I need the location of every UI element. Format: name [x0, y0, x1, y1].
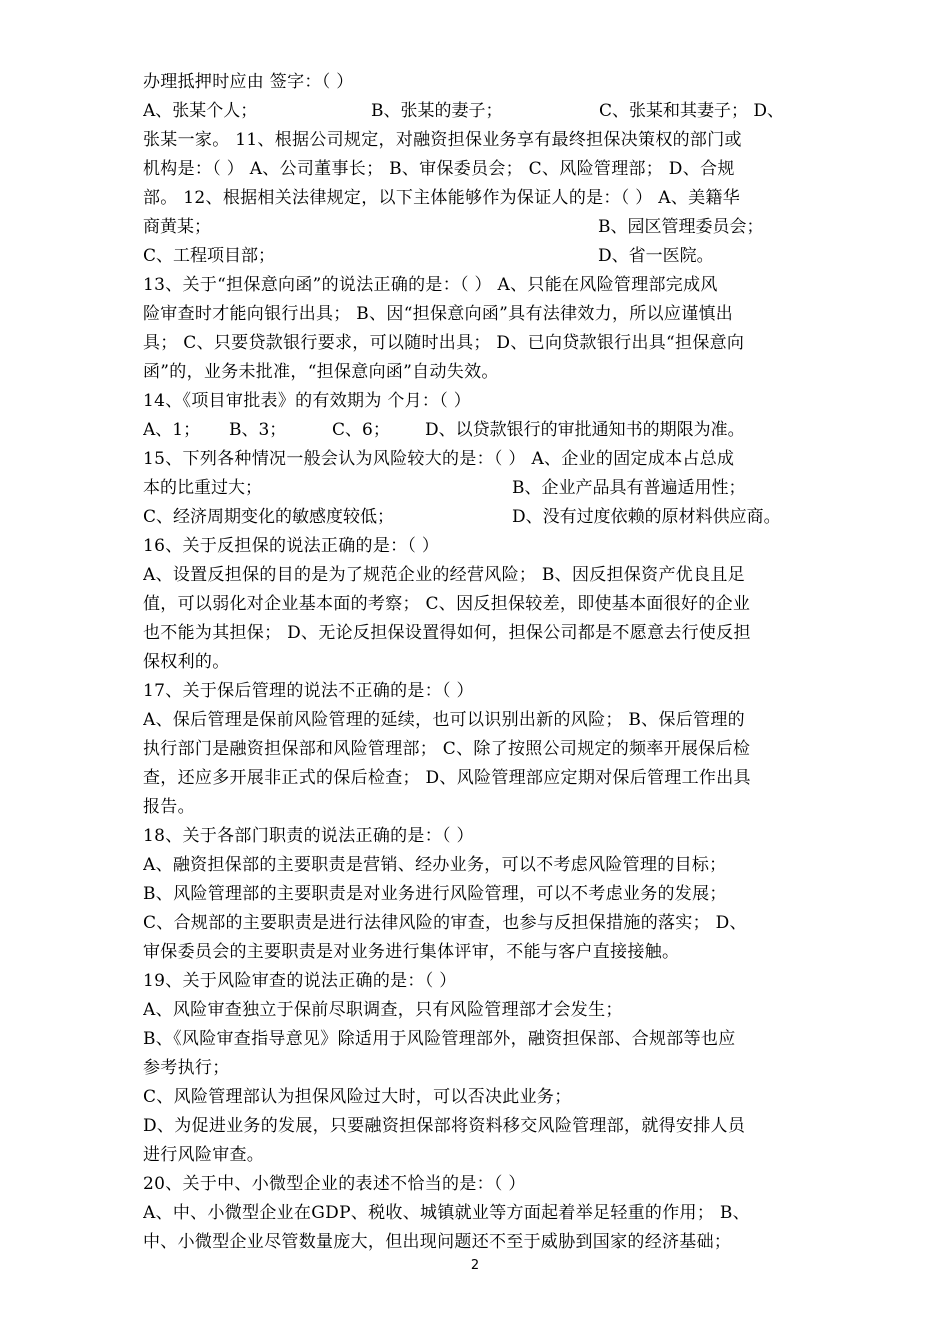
text-line: 20、关于中、小微型企业的表述不恰当的是：（ ）: [143, 1174, 526, 1194]
q15-option-c: C、经济周期变化的敏感度较低；: [143, 507, 395, 527]
question-text: [143, 68, 823, 1257]
text-line: A、保后管理是保前风险管理的延续，也可以识别出新的风险； B、保后管理的: [143, 710, 745, 730]
text-line: 张某一家。 11、根据公司规定，对融资担保业务享有最终担保决策权的部门或: [143, 130, 742, 150]
q14-option-c: C、6；: [332, 420, 390, 440]
q10-option-a: A、张某个人；: [143, 101, 258, 121]
text-line: 17、关于保后管理的说法不正确的是：（ ）: [143, 681, 474, 701]
q12-option-d: D、省一医院。: [598, 246, 714, 266]
text-line: 办理抵押时应由 签字：（ ）: [143, 72, 354, 92]
q15-option-b: B、企业产品具有普遍适用性；: [512, 478, 746, 498]
q12-option-b: B、园区管理委员会；: [598, 217, 764, 237]
text-line: A、风险审查独立于保前尽职调查，只有风险管理部才会发生；: [143, 1000, 623, 1020]
q14-options: [143, 416, 823, 445]
text-line: C、合规部的主要职责是进行法律风险的审查，也参与反担保措施的落实； D、: [143, 913, 747, 933]
q15-option-d: D、没有过度依赖的原材料供应商。: [512, 507, 781, 527]
text-line: 19、关于风险审查的说法正确的是：（ ）: [143, 971, 457, 991]
text-line: 也不能为其担保； D、无论反担保设置得如何，担保公司都是不愿意去行使反担: [143, 623, 751, 643]
q15-options-row1: [143, 474, 823, 503]
text-line: 函”的，业务未批准，“担保意向函”自动失效。: [143, 362, 499, 382]
q14-option-b: B、3；: [229, 420, 287, 440]
text-line: 中、小微型企业尽管数量庞大，但出现问题还不至于威胁到国家的经济基础；: [143, 1232, 732, 1252]
text-line: 具； C、只要贷款银行要求，可以随时出具； D、已向贷款银行出具“担保意向: [143, 333, 745, 353]
q12-options-row2: [143, 242, 823, 271]
q12-option-a-cont: 商黄某；: [143, 217, 211, 237]
text-line: 18、关于各部门职责的说法正确的是：（ ）: [143, 826, 474, 846]
q10-option-c: C、张某和其妻子； D、: [599, 101, 785, 121]
q10-options: [143, 97, 823, 126]
text-line: 进行风险审查。: [143, 1145, 265, 1165]
text-line: 机构是：（ ） A、公司董事长； B、审保委员会； C、风险管理部； D、合规: [143, 159, 735, 179]
page-number: 2: [470, 1258, 480, 1273]
text-line: A、融资担保部的主要职责是营销、经办业务，可以不考虑风险管理的目标；: [143, 855, 727, 875]
text-line: B、风险管理部的主要职责是对业务进行风险管理，可以不考虑业务的发展；: [143, 884, 727, 904]
q15-option-a-cont: 本的比重过大；: [143, 478, 262, 498]
text-line: B、《风险审查指导意见》除适用于风险管理部外，融资担保部、合规部等也应: [143, 1029, 736, 1049]
text-line: 保权利的。: [143, 652, 230, 672]
q12-options-row1: [143, 213, 823, 242]
text-line: 查，还应多开展非正式的保后检查； D、风险管理部应定期对保后管理工作出具: [143, 768, 751, 788]
text-line: C、风险管理部认为担保风险过大时，可以否决此业务；: [143, 1087, 572, 1107]
text-line: D、为促进业务的发展，只要融资担保部将资料移交风险管理部，就得安排人员: [143, 1116, 746, 1136]
q10-option-b: B、张某的妻子；: [371, 101, 503, 121]
q15-options-row2: [143, 503, 823, 532]
text-line: 险审查时才能向银行出具； B、因“担保意向函”具有法律效力，所以应谨慎出: [143, 304, 734, 324]
text-line: 报告。: [143, 797, 195, 817]
q14-option-d: D、以贷款银行的审批通知书的期限为准。: [425, 420, 745, 440]
text-line: 执行部门是融资担保部和风险管理部； C、除了按照公司规定的频率开展保后检: [143, 739, 751, 759]
text-line: 参考执行；: [143, 1058, 230, 1078]
q12-option-c: C、工程项目部；: [143, 246, 276, 266]
text-line: A、中、小微型企业在GDP、税收、城镇就业等方面起着举足轻重的作用； B、: [143, 1203, 750, 1223]
text-line: 16、关于反担保的说法正确的是：（ ）: [143, 536, 440, 556]
text-line: 值，可以弱化对企业基本面的考察； C、因反担保较差，即使基本面很好的企业: [143, 594, 751, 614]
text-line: 审保委员会的主要职责是对业务进行集体评审，不能与客户直接接触。: [143, 942, 680, 962]
text-line: 14、《项目审批表》的有效期为 个月：（ ）: [143, 391, 472, 411]
text-line: 15、下列各种情况一般会认为风险较大的是：（ ） A、企业的固定成本占总成: [143, 449, 735, 469]
q14-option-a: A、1；: [143, 420, 201, 440]
text-line: A、设置反担保的目的是为了规范企业的经营风险； B、因反担保资产优良且足: [143, 565, 745, 585]
text-line: 13、关于“担保意向函”的说法正确的是：（ ） A、只能在风险管理部完成风: [143, 275, 718, 295]
text-line: 部。 12、根据相关法律规定，以下主体能够作为保证人的是：（ ） A、美籍华: [143, 188, 741, 208]
